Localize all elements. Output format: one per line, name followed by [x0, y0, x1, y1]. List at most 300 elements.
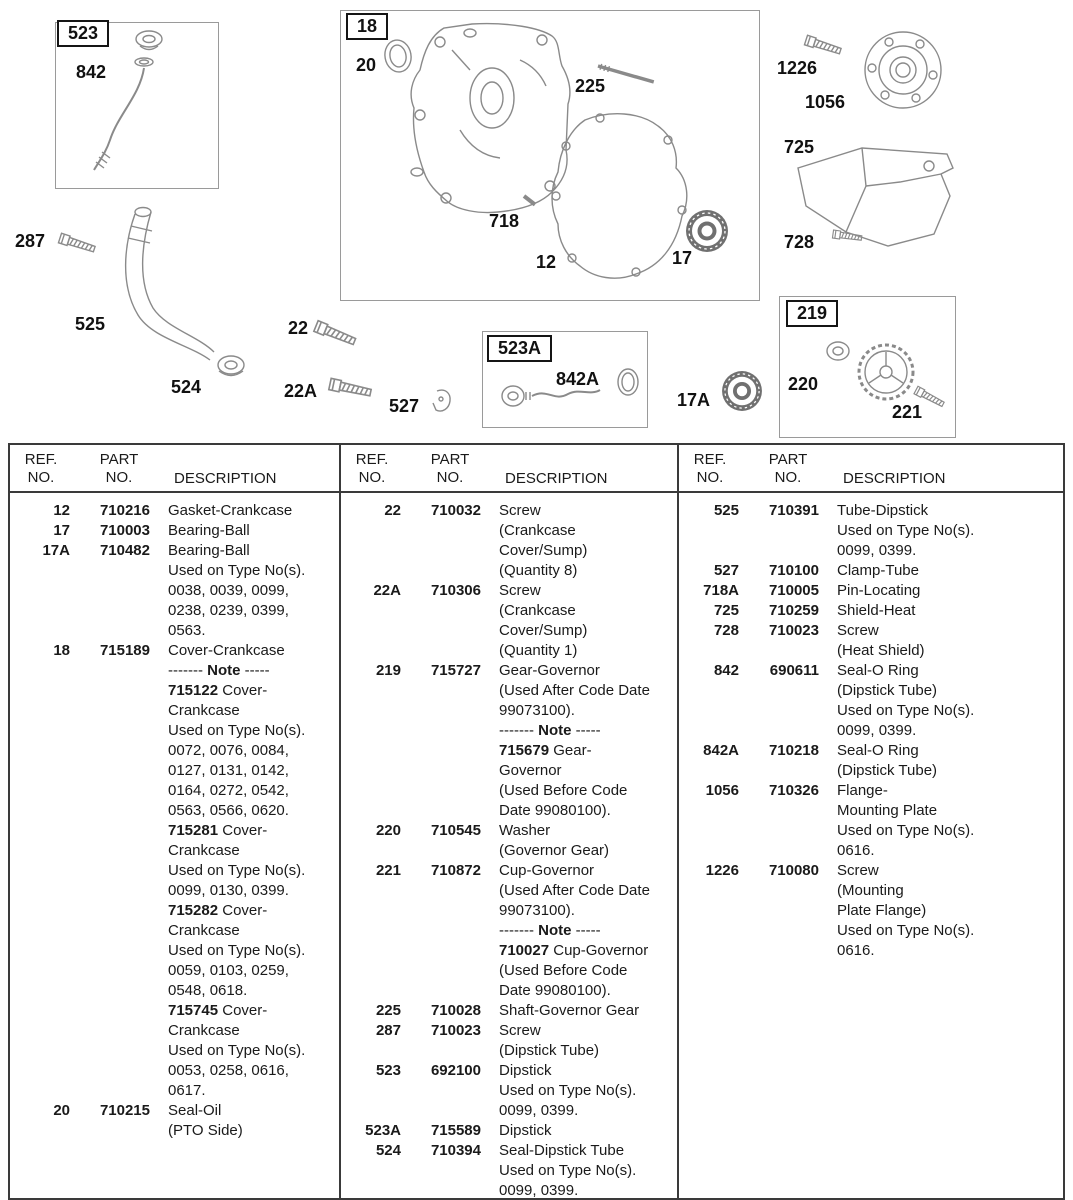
table-line	[341, 1101, 677, 1121]
table-line	[341, 801, 677, 821]
table-line	[10, 981, 339, 1001]
description: Date 99080100).	[499, 982, 611, 999]
description-header: DESCRIPTION	[843, 470, 946, 487]
ref-no	[681, 881, 739, 901]
table-line	[341, 901, 677, 921]
description: 0563, 0566, 0620.	[168, 802, 289, 819]
description: Seal-Dipstick Tube	[499, 1142, 625, 1159]
description: 0099, 0130, 0399.	[168, 882, 289, 899]
description: 99073100).	[499, 702, 575, 719]
ref-no	[12, 821, 70, 841]
table-line	[679, 501, 1063, 521]
table-line	[341, 561, 677, 581]
part-no	[757, 761, 819, 781]
table-line	[679, 881, 1063, 901]
part-no	[757, 541, 819, 561]
part-no	[419, 681, 481, 701]
ref-no	[12, 1061, 70, 1081]
part-no	[757, 821, 819, 841]
callout-18: 18	[346, 13, 388, 40]
description: Used on Type No(s).	[168, 942, 306, 959]
table-line	[341, 821, 677, 841]
table-line	[10, 681, 339, 701]
ref-no	[681, 721, 739, 741]
table-line	[679, 921, 1063, 941]
ref-no	[343, 1041, 401, 1061]
table-line	[679, 741, 1063, 761]
table-header	[10, 445, 339, 493]
description: Mounting Plate	[837, 802, 938, 819]
parts-table-column-2	[339, 445, 677, 1198]
ref-no: 225	[375, 1002, 401, 1019]
description: 715281 Cover-	[168, 822, 268, 839]
table-line	[10, 541, 339, 561]
description: Used on Type No(s).	[837, 522, 975, 539]
description: Date 99080100).	[499, 802, 611, 819]
table-line	[341, 701, 677, 721]
table-line	[679, 761, 1063, 781]
description: (Dipstick Tube)	[837, 762, 938, 779]
description: ------- Note -----	[499, 922, 601, 939]
table-line	[10, 521, 339, 541]
description: Crankcase	[168, 1022, 240, 1039]
part-no: 710872	[430, 862, 481, 879]
ref-no	[343, 761, 401, 781]
table-line	[10, 1001, 339, 1021]
part-no: 710259	[768, 602, 819, 619]
diagram-callouts	[0, 0, 1073, 443]
table-line	[679, 521, 1063, 541]
ref-no	[681, 821, 739, 841]
part-no	[88, 861, 150, 881]
part-no-header: PART NO.	[768, 451, 808, 486]
table-line	[10, 501, 339, 521]
table-line	[679, 781, 1063, 801]
description: 0038, 0039, 0099,	[168, 582, 289, 599]
part-no	[419, 801, 481, 821]
part-no	[88, 1021, 150, 1041]
ref-no: 18	[53, 642, 70, 659]
part-no: 715189	[99, 642, 150, 659]
ref-no	[12, 1021, 70, 1041]
part-no	[88, 721, 150, 741]
callout-525: 525	[75, 314, 106, 334]
part-no	[88, 981, 150, 1001]
part-no	[757, 521, 819, 541]
part-no	[88, 621, 150, 641]
ref-no	[343, 1101, 401, 1121]
callout-524: 524	[171, 377, 202, 397]
table-line	[341, 1161, 677, 1181]
description: Gasket-Crankcase	[168, 502, 293, 519]
table-line	[10, 561, 339, 581]
table-line	[10, 741, 339, 761]
part-no-header: PART NO.	[99, 451, 139, 486]
ref-no	[12, 1001, 70, 1021]
table-line	[341, 981, 677, 1001]
table-line	[10, 921, 339, 941]
callout-842: 842	[76, 62, 107, 82]
description: (Crankcase	[499, 602, 576, 619]
part-no	[88, 601, 150, 621]
table-line	[341, 621, 677, 641]
table-line	[679, 541, 1063, 561]
part-no	[88, 761, 150, 781]
callout-20: 20	[356, 55, 377, 75]
description: Used on Type No(s).	[499, 1162, 637, 1179]
part-no: 710306	[430, 582, 481, 599]
table-line	[341, 781, 677, 801]
ref-no: 524	[375, 1142, 401, 1159]
ref-no	[343, 701, 401, 721]
part-no	[88, 801, 150, 821]
table-line	[341, 1141, 677, 1161]
ref-no: 523A	[365, 1122, 401, 1139]
description: 0617.	[168, 1082, 206, 1099]
table-body	[10, 493, 339, 1141]
part-no	[419, 1101, 481, 1121]
table-line	[10, 821, 339, 841]
ref-no	[12, 941, 70, 961]
part-no	[419, 841, 481, 861]
table-line	[341, 761, 677, 781]
table-line	[341, 601, 677, 621]
part-no: 710005	[768, 582, 819, 599]
part-no	[88, 581, 150, 601]
part-no: 710326	[768, 782, 819, 799]
part-no	[757, 941, 819, 961]
table-line	[10, 961, 339, 981]
table-body	[679, 493, 1063, 961]
table-line	[341, 1181, 677, 1200]
ref-no	[343, 561, 401, 581]
callout-523A: 523A	[487, 335, 552, 362]
ref-no	[343, 741, 401, 761]
ref-no	[12, 761, 70, 781]
table-line	[679, 581, 1063, 601]
part-no	[88, 901, 150, 921]
description: (Dipstick Tube)	[499, 1042, 600, 1059]
table-line	[679, 661, 1063, 681]
ref-no	[12, 881, 70, 901]
description: Cover/Sump)	[499, 622, 588, 639]
ref-no	[343, 801, 401, 821]
part-no	[88, 701, 150, 721]
part-no	[757, 641, 819, 661]
description: Seal-O Ring	[837, 662, 919, 679]
part-no	[757, 681, 819, 701]
part-no: 710003	[99, 522, 150, 539]
description: Plate Flange)	[837, 902, 927, 919]
description: Screw	[499, 582, 541, 599]
part-no: 710394	[430, 1142, 481, 1159]
description: Shaft-Governor Gear	[499, 1002, 640, 1019]
part-no	[419, 901, 481, 921]
ref-no	[681, 761, 739, 781]
description: Screw	[499, 502, 541, 519]
callout-287: 287	[15, 231, 46, 251]
table-line	[679, 861, 1063, 881]
description: (Used Before Code	[499, 782, 628, 799]
part-no: 710100	[768, 562, 819, 579]
description: Flange-	[837, 782, 888, 799]
description: (Governor Gear)	[499, 842, 610, 859]
table-header	[341, 445, 677, 493]
description: 0099, 0399.	[499, 1182, 579, 1199]
table-line	[10, 861, 339, 881]
ref-no	[12, 781, 70, 801]
ref-no	[12, 841, 70, 861]
part-no-header: PART NO.	[430, 451, 470, 486]
table-line	[341, 881, 677, 901]
part-no	[419, 1181, 481, 1200]
part-no	[419, 781, 481, 801]
ref-no	[681, 701, 739, 721]
ref-no-header: REF. NO.	[355, 451, 389, 486]
part-no	[419, 961, 481, 981]
ref-no: 842A	[703, 742, 739, 759]
parts-table	[8, 443, 1065, 1200]
part-no	[419, 1161, 481, 1181]
table-line	[10, 601, 339, 621]
callout-718: 718	[489, 211, 520, 231]
table-line	[679, 701, 1063, 721]
part-no: 690611	[769, 662, 819, 679]
callout-22A: 22A	[284, 381, 318, 401]
ref-no	[12, 601, 70, 621]
part-no: 710215	[99, 1102, 150, 1119]
description: 0616.	[837, 842, 875, 859]
ref-no	[343, 601, 401, 621]
table-line	[341, 581, 677, 601]
callout-728: 728	[784, 232, 815, 252]
description: Seal-Oil	[168, 1102, 222, 1119]
description: 0099, 0399.	[837, 722, 917, 739]
callout-523: 523	[57, 20, 109, 47]
ref-no: 718A	[703, 582, 739, 599]
ref-no: 525	[713, 502, 739, 519]
table-line	[10, 721, 339, 741]
description: Used on Type No(s).	[168, 722, 306, 739]
part-no	[419, 981, 481, 1001]
description: Shield-Heat	[837, 602, 916, 619]
ref-no: 1226	[705, 862, 739, 879]
description: 0563.	[168, 622, 206, 639]
ref-no: 22	[384, 502, 401, 519]
table-line	[341, 661, 677, 681]
description: 715745 Cover-	[168, 1002, 268, 1019]
callout-725: 725	[784, 137, 815, 157]
part-no	[88, 961, 150, 981]
part-no	[88, 821, 150, 841]
ref-no: 221	[375, 862, 401, 879]
table-line	[10, 761, 339, 781]
description: Bearing-Ball	[168, 542, 250, 559]
ref-no-header: REF. NO.	[24, 451, 58, 486]
ref-no	[343, 781, 401, 801]
part-no	[88, 741, 150, 761]
part-no: 710545	[430, 822, 481, 839]
part-no: 710023	[768, 622, 819, 639]
ref-no	[343, 881, 401, 901]
description: (Dipstick Tube)	[837, 682, 938, 699]
description: Clamp-Tube	[837, 562, 919, 579]
table-line	[341, 1021, 677, 1041]
table-line	[341, 741, 677, 761]
ref-no: 12	[53, 502, 70, 519]
description: Used on Type No(s).	[837, 822, 975, 839]
parts-table-column-1	[10, 445, 339, 1198]
description: Tube-Dipstick	[837, 502, 929, 519]
description: Bearing-Ball	[168, 522, 250, 539]
table-line	[341, 921, 677, 941]
ref-no: 842	[713, 662, 739, 679]
description: (Quantity 1)	[499, 642, 578, 659]
table-line	[341, 681, 677, 701]
part-no	[419, 941, 481, 961]
part-no	[88, 941, 150, 961]
description: (PTO Side)	[168, 1122, 243, 1139]
ref-no	[12, 661, 70, 681]
ref-no	[681, 641, 739, 661]
ref-no: 1056	[705, 782, 739, 799]
description: 715122 Cover-	[168, 682, 268, 699]
ref-no	[12, 561, 70, 581]
table-line	[10, 1081, 339, 1101]
description: ------- Note -----	[499, 722, 601, 739]
ref-no	[12, 861, 70, 881]
description-header: DESCRIPTION	[174, 470, 277, 487]
description: (Quantity 8)	[499, 562, 578, 579]
ref-no	[343, 901, 401, 921]
description: 0099, 0399.	[499, 1102, 579, 1119]
description: ------- Note -----	[168, 662, 270, 679]
ref-no	[343, 961, 401, 981]
part-no: 710080	[768, 862, 819, 879]
part-no	[88, 841, 150, 861]
table-header	[679, 445, 1063, 493]
table-line	[341, 1081, 677, 1101]
description: 0164, 0272, 0542,	[168, 782, 289, 799]
description: Screw	[837, 622, 879, 639]
ref-no	[12, 1081, 70, 1101]
callout-225: 225	[575, 76, 606, 96]
description: Dipstick	[499, 1122, 552, 1139]
ref-no	[12, 961, 70, 981]
part-no	[88, 1001, 150, 1021]
description: (Used After Code Date	[499, 882, 650, 899]
description: Washer	[499, 822, 551, 839]
part-no	[419, 721, 481, 741]
ref-no	[681, 941, 739, 961]
part-no: 715727	[430, 662, 481, 679]
ref-no: 728	[713, 622, 739, 639]
ref-no	[681, 681, 739, 701]
table-line	[679, 901, 1063, 921]
description: Crankcase	[168, 702, 240, 719]
table-line	[10, 881, 339, 901]
description: Used on Type No(s).	[168, 862, 306, 879]
table-line	[679, 821, 1063, 841]
description: Screw	[837, 862, 879, 879]
part-no	[88, 1061, 150, 1081]
part-no	[88, 561, 150, 581]
ref-no	[12, 741, 70, 761]
callout-17: 17	[672, 248, 693, 268]
description: Used on Type No(s).	[168, 1042, 306, 1059]
ref-no: 219	[375, 662, 401, 679]
ref-no	[343, 1081, 401, 1101]
table-line	[679, 801, 1063, 821]
callout-1226: 1226	[777, 58, 818, 78]
part-no	[419, 601, 481, 621]
table-line	[341, 861, 677, 881]
part-no: 710032	[430, 502, 481, 519]
ref-no	[12, 1041, 70, 1061]
table-line	[10, 1021, 339, 1041]
description: Crankcase	[168, 922, 240, 939]
description: 0616.	[837, 942, 875, 959]
part-no	[419, 621, 481, 641]
exploded-parts-diagram	[0, 0, 1073, 443]
part-no	[757, 921, 819, 941]
part-no	[757, 721, 819, 741]
part-no	[419, 921, 481, 941]
part-no	[88, 921, 150, 941]
ref-no-header: REF. NO.	[693, 451, 727, 486]
description: Dipstick	[499, 1062, 552, 1079]
ref-no	[12, 701, 70, 721]
table-line	[10, 901, 339, 921]
ref-no	[681, 801, 739, 821]
table-line	[10, 841, 339, 861]
ref-no: 287	[375, 1022, 401, 1039]
part-no: 710023	[430, 1022, 481, 1039]
table-line	[10, 1101, 339, 1121]
part-no	[419, 881, 481, 901]
part-no	[419, 761, 481, 781]
description: 715282 Cover-	[168, 902, 268, 919]
part-no	[88, 681, 150, 701]
ref-no	[343, 521, 401, 541]
ref-no	[343, 941, 401, 961]
description: 0548, 0618.	[168, 982, 248, 999]
description: Cover/Sump)	[499, 542, 588, 559]
ref-no: 22A	[373, 582, 401, 599]
callout-842A: 842A	[556, 369, 600, 389]
table-line	[679, 841, 1063, 861]
ref-no	[343, 681, 401, 701]
table-line	[341, 961, 677, 981]
table-line	[679, 621, 1063, 641]
table-line	[679, 641, 1063, 661]
description: Used on Type No(s).	[499, 1082, 637, 1099]
part-no: 715589	[430, 1122, 481, 1139]
description: 715679 Gear-	[499, 742, 592, 759]
part-no	[88, 881, 150, 901]
table-line	[341, 1121, 677, 1141]
ref-no	[343, 1181, 401, 1200]
table-line	[341, 541, 677, 561]
ref-no: 17	[53, 522, 70, 539]
table-line	[341, 501, 677, 521]
description: Cover-Crankcase	[168, 642, 285, 659]
ref-no	[681, 841, 739, 861]
part-no	[88, 781, 150, 801]
part-no	[757, 801, 819, 821]
description: (Used Before Code	[499, 962, 628, 979]
part-no	[419, 641, 481, 661]
